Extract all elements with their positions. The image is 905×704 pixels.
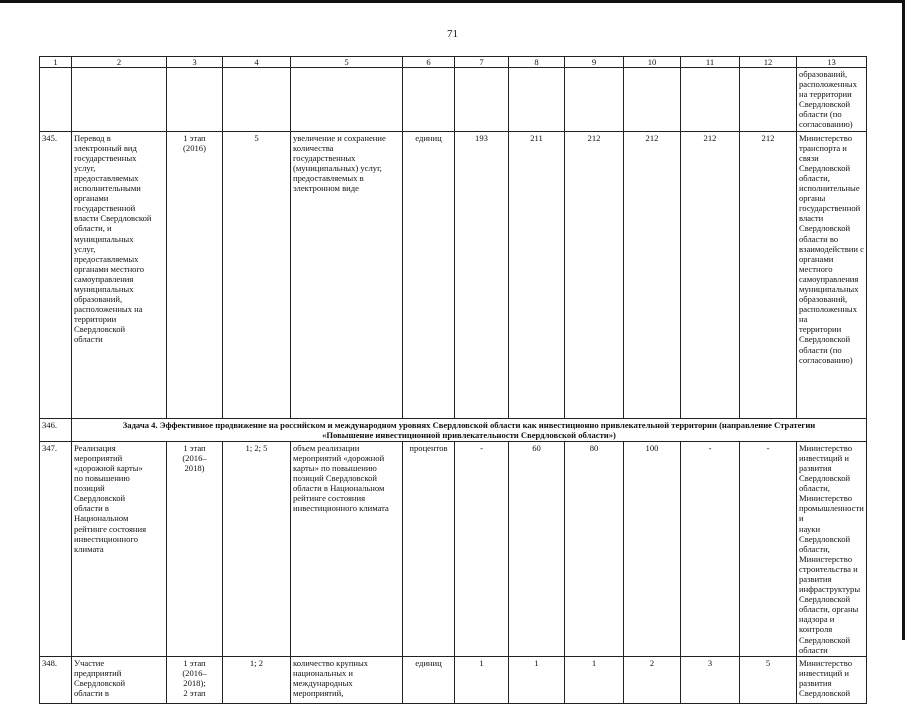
column-number: 4 xyxy=(223,57,291,68)
value-cell: - xyxy=(455,441,509,656)
unit-cell: единиц xyxy=(403,131,455,418)
measure-name: Участие предприятий Свердловской области в xyxy=(72,656,167,703)
goals-cell: 5 xyxy=(223,131,291,418)
column-number: 12 xyxy=(740,57,797,68)
row-number: 345. xyxy=(40,131,72,418)
value-cell: 211 xyxy=(509,131,565,418)
column-number: 9 xyxy=(565,57,624,68)
executor-cell: Министерство инвестиций и развития Свердловской xyxy=(797,656,867,703)
continuation-row xyxy=(40,68,867,132)
value-cell: - xyxy=(681,441,740,656)
page-number: 71 xyxy=(447,28,458,40)
table-row xyxy=(40,441,867,656)
task-row xyxy=(40,418,867,441)
column-number: 8 xyxy=(509,57,565,68)
task-heading: Задача 4. Эффективное продвижение на российском и международном уровнях Свердловской области как инвестиционно привлекательной территории (направление Стратегии «Повышение инвестиционной привлекательности Свердловской области») xyxy=(72,418,867,441)
measure-name: Перевод в электронный вид государственных услуг, предоставляемых исполнительными органами государственной власти Свердловской области, и муниципальных услуг, предоставляемых органами местного самоуправления муниципальных образований, расположенных на территории Свердловской области xyxy=(72,131,167,418)
value-cell: 212 xyxy=(681,131,740,418)
value-cell: 1 xyxy=(455,656,509,703)
value-cell: 212 xyxy=(624,131,681,418)
column-number: 11 xyxy=(681,57,740,68)
value-cell: 5 xyxy=(740,656,797,703)
value-cell: 2 xyxy=(624,656,681,703)
value-cell: 60 xyxy=(509,441,565,656)
row-number: 348. xyxy=(40,656,72,703)
value-cell: 100 xyxy=(624,441,681,656)
unit-cell: процентов xyxy=(403,441,455,656)
column-number: 1 xyxy=(40,57,72,68)
executor-cell: образований, расположенных на территории Свердловской области (по согласованию) xyxy=(797,68,867,132)
goals-cell: 1; 2 xyxy=(223,656,291,703)
stage-cell: 1 этап (2016) xyxy=(167,131,223,418)
table-row xyxy=(40,131,867,418)
value-cell: 212 xyxy=(740,131,797,418)
unit-cell: единиц xyxy=(403,656,455,703)
table-row xyxy=(40,656,867,703)
value-cell: 80 xyxy=(565,441,624,656)
row-number: 346. xyxy=(40,418,72,441)
value-cell: - xyxy=(740,441,797,656)
column-number: 10 xyxy=(624,57,681,68)
column-number: 13 xyxy=(797,57,867,68)
stage-cell: 1 этап (2016– 2018) xyxy=(167,441,223,656)
column-number: 2 xyxy=(72,57,167,68)
scan-border-top xyxy=(0,0,905,3)
document-table xyxy=(39,56,867,704)
executor-cell: Министерство транспорта и связи Свердловской области, исполнительные органы государственной власти Свердловской области во взаимодействии с органами местного самоуправления муниципальных образований, расположенных на территории Свердловской области (по согласованию) xyxy=(797,131,867,418)
indicator-cell: количество крупных национальных и международных мероприятий, xyxy=(291,656,403,703)
value-cell: 212 xyxy=(565,131,624,418)
value-cell: 1 xyxy=(509,656,565,703)
value-cell: 3 xyxy=(681,656,740,703)
indicator-cell: объем реализации мероприятий «дорожной карты» по повышению позиций Свердловской области в Национальном рейтинге состояния инвестиционного климата xyxy=(291,441,403,656)
column-number: 5 xyxy=(291,57,403,68)
executor-cell: Министерство инвестиций и развития Свердловской области, Министерство промышленности и науки Свердловской области, Министерство строительства и развития инфраструктуры Свердловской области, органы надзора и контроля Свердловской области xyxy=(797,441,867,656)
column-number: 3 xyxy=(167,57,223,68)
value-cell: 1 xyxy=(565,656,624,703)
column-number: 6 xyxy=(403,57,455,68)
column-number-row xyxy=(40,57,867,68)
stage-cell: 1 этап (2016– 2018); 2 этап xyxy=(167,656,223,703)
row-number: 347. xyxy=(40,441,72,656)
measure-name: Реализация мероприятий «дорожной карты» по повышению позиций Свердловской области в Национальном рейтинге состояния инвестиционного климата xyxy=(72,441,167,656)
goals-cell: 1; 2; 5 xyxy=(223,441,291,656)
indicator-cell: увеличение и сохранение количества государственных (муниципальных) услуг, предоставляемых в электронном виде xyxy=(291,131,403,418)
value-cell: 193 xyxy=(455,131,509,418)
column-number: 7 xyxy=(455,57,509,68)
